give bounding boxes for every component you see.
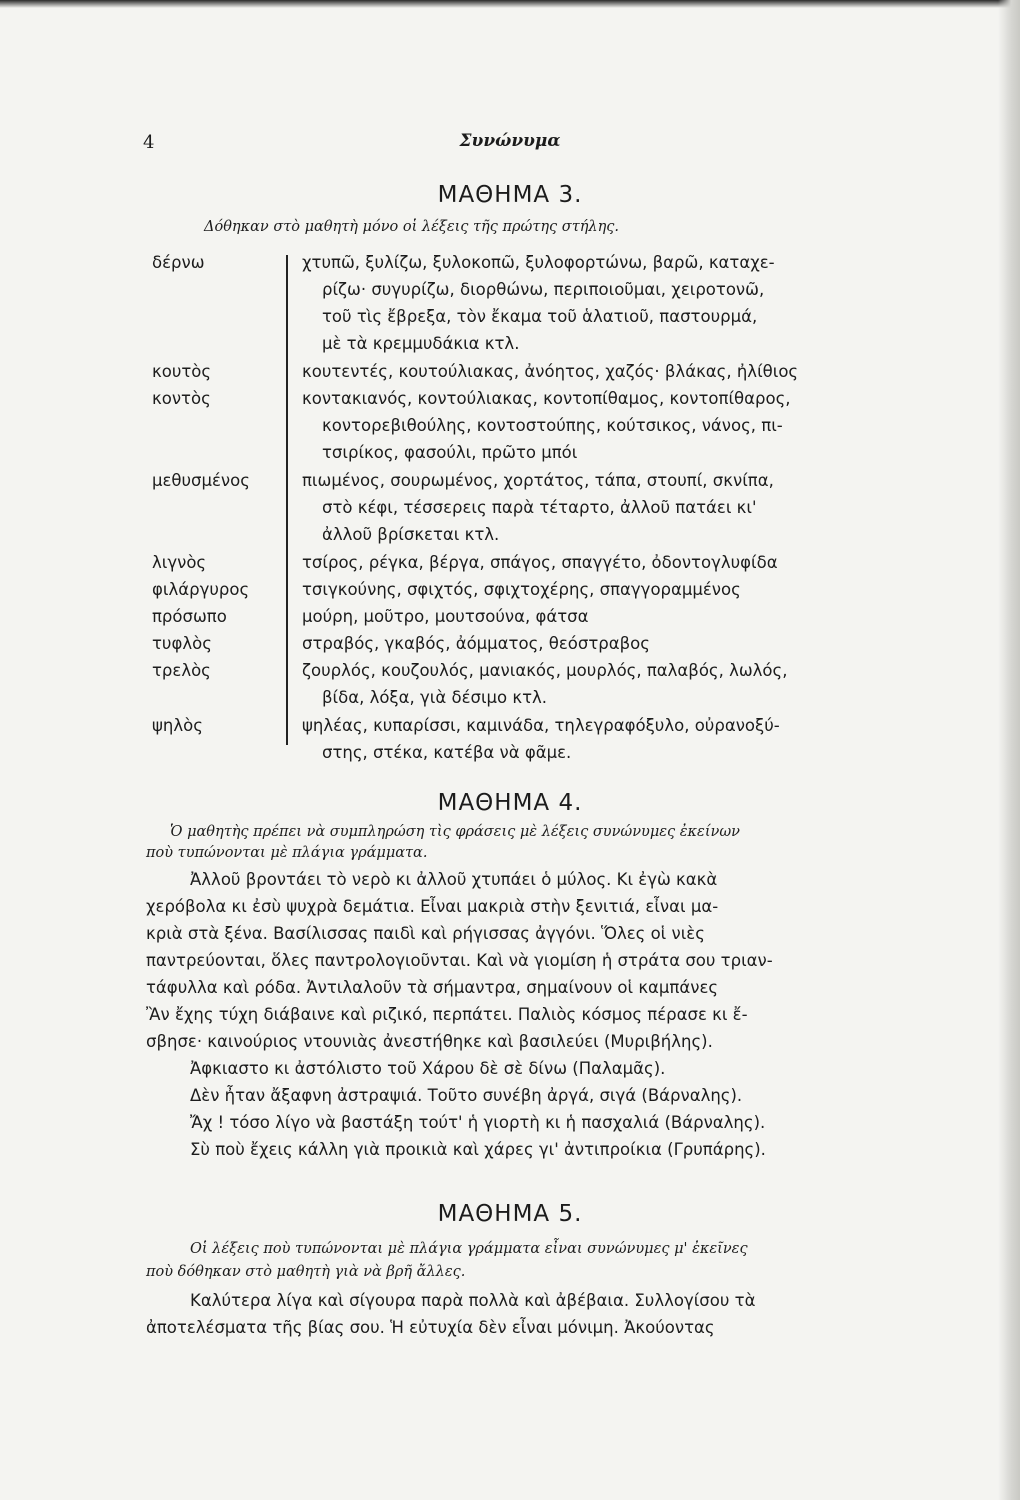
lesson-4-paragraph-line: Ἂν ἔχης τύχη διάβαινε καὶ ριζικό, περπάτει. Παλιὸς κόσμος πέρασε κι ἔ-: [146, 1005, 748, 1024]
lesson-5-instruction-line: Οἱ λέξεις ποὺ τυπώνονται μὲ πλάγια γράμματα εἶναι συνώνυμες μ' ἐκεῖνες: [190, 1241, 748, 1257]
lesson-4-paragraph-line: κριὰ στὰ ξένα. Βασίλισσας παιδὶ καὶ ρήγισσας ἀγγόνι. Ὅλες οἱ νιὲς: [146, 924, 705, 943]
synonym-line: χτυπῶ, ξυλίζω, ξυλοκοπῶ, ξυλοφορτώνω, βαρῶ, καταχε-: [302, 253, 775, 272]
synonym-line: στὸ κέφι, τέσσερεις παρὰ τέταρτο, ἀλλοῦ πατάει κι': [322, 498, 757, 517]
synonym-line: πιωμένος, σουρωμένος, χορτάτος, τάπα, στουπί, σκνίπα,: [302, 471, 774, 490]
term: ψηλὸς: [152, 716, 203, 735]
synonym-line: τσίρος, ρέγκα, βέργα, σπάγος, σπαγγέτο, ὀδοντογλυφίδα: [302, 553, 778, 572]
scan-right-edge: [998, 0, 1020, 1500]
term: τυφλὸς: [152, 634, 212, 653]
lesson-4-title: ΜΑΘΗΜΑ 4.: [437, 790, 583, 816]
lesson-3-instruction: Δόθηκαν στὸ μαθητὴ μόνο οἱ λέξεις τῆς πρώτης στήλης.: [204, 219, 620, 235]
lesson-4-quote: Δὲν ἦταν ἄξαφνη ἀστραψιά. Τοῦτο συνέβη ἀργά, σιγά (Βάρναλης).: [190, 1086, 743, 1105]
synonym-line: κουτεντές, κουτούλιακας, ἀνόητος, χαζός· βλάκας, ἠλίθιος: [302, 362, 799, 381]
synonym-line: μούρη, μοῦτρο, μουτσούνα, φάτσα: [302, 607, 589, 626]
lesson-3-title: ΜΑΘΗΜΑ 3.: [437, 182, 583, 208]
synonym-line: στραβός, γκαβός, ἀόμματος, θεόστραβος: [302, 634, 650, 653]
synonym-line: τσιρίκος, φασούλι, πρῶτο μπόι: [322, 443, 578, 462]
column-divider: [286, 255, 288, 745]
lesson-4-quote: Ἀφκιαστο κι ἀστόλιστο τοῦ Χάρου δὲ σὲ δίνω (Παλαμᾶς).: [190, 1059, 666, 1078]
lesson-5-instruction-line: ποὺ δόθηκαν στὸ μαθητὴ γιὰ νὰ βρῆ ἄλλες.: [146, 1264, 466, 1280]
term: κουτὸς: [152, 362, 212, 381]
lesson-4-paragraph-line: τάφυλλα καὶ ρόδα. Ἀντιλαλοῦν τὰ σήμαντρα, σημαίνουν οἱ καμπάνες: [146, 978, 719, 997]
term: τρελὸς: [152, 661, 211, 680]
lesson-5-paragraph-line: Καλύτερα λίγα καὶ σίγουρα παρὰ πολλὰ καὶ ἀβέβαια. Συλλογίσου τὰ: [190, 1291, 756, 1310]
term: κοντὸς: [152, 389, 211, 408]
lesson-4-paragraph-line: χερόβολα κι ἐσὺ ψυχρὰ δεμάτια. Εἶναι μακριὰ στὴν ξενιτιά, εἶναι μα-: [146, 897, 719, 916]
lesson-4-paragraph-line: σβησε· καινούριος ντουνιὰς ἀνεστήθηκε καὶ βασιλεύει (Μυριβήλης).: [146, 1032, 713, 1051]
synonym-line: ἀλλοῦ βρίσκεται κτλ.: [322, 525, 500, 544]
synonym-line: ρίζω· συγυρίζω, διορθώνω, περιποιοῦμαι, χειροτονῶ,: [322, 280, 765, 299]
lesson-4-quote: Σὺ ποὺ ἔχεις κάλλη γιὰ προικιὰ καὶ χάρες γι' ἀντιπροίκια (Γρυπάρης).: [190, 1140, 766, 1159]
synonym-line: τσιγκούνης, σφιχτός, σφιχτοχέρης, σπαγγοραμμένος: [302, 580, 741, 599]
synonym-line: κοντορεβιθούλης, κοντοστούπης, κούτσικος, νάνος, πι-: [322, 416, 783, 435]
lesson-4-instruction-line: Ὁ μαθητὴς πρέπει νὰ συμπληρώση τὶς φράσεις μὲ λέξεις συνώνυμες ἐκείνων: [170, 824, 740, 840]
running-title: Συνώνυμα: [459, 131, 561, 151]
lesson-5-paragraph-line: ἀποτελέσματα τῆς βίας σου. Ἡ εὐτυχία δὲν εἶναι μόνιμη. Ἀκούοντας: [146, 1318, 715, 1337]
synonym-line: στης, στέκα, κατέβα νὰ φᾶμε.: [322, 743, 572, 762]
lesson-4-instruction-line: ποὺ τυπώνονται μὲ πλάγια γράμματα.: [146, 845, 428, 861]
synonym-line: ψηλέας, κυπαρίσσι, καμινάδα, τηλεγραφόξυλο, οὐρανοξύ-: [302, 716, 780, 735]
term: μεθυσμένος: [152, 471, 250, 490]
term: πρόσωπο: [152, 607, 227, 626]
lesson-4-quote: Ἄχ ! τόσο λίγο νὰ βαστάξη τούτ' ἡ γιορτὴ κι ἡ πασχαλιά (Βάρναλης).: [190, 1113, 766, 1132]
synonym-line: τοῦ τὶς ἔβρεξα, τὸν ἔκαμα τοῦ ἁλατιοῦ, παστουρμά,: [322, 307, 758, 326]
scan-top-edge: [0, 0, 1020, 8]
synonym-line: κοντακιανός, κοντούλιακας, κοντοπίθαμος, κοντοπίθαρος,: [302, 389, 791, 408]
synonym-line: μὲ τὰ κρεμμυδάκια κτλ.: [322, 334, 520, 353]
page-number: 4: [143, 132, 155, 153]
term: φιλάργυρος: [152, 580, 250, 599]
term: λιγνὸς: [152, 553, 207, 572]
lesson-5-title: ΜΑΘΗΜΑ 5.: [437, 1201, 583, 1227]
lesson-4-paragraph-line: παντρεύονται, ὅλες παντρολογιοῦνται. Καὶ νὰ γιομίση ἡ στράτα σου τριαν-: [146, 951, 773, 970]
synonym-line: ζουρλός, κουζουλός, μανιακός, μουρλός, παλαβός, λωλός,: [302, 661, 788, 680]
term: δέρνω: [152, 253, 205, 272]
lesson-4-paragraph-line: Ἀλλοῦ βροντάει τὸ νερὸ κι ἀλλοῦ χτυπάει ὁ μύλος. Κι ἐγὼ κακὰ: [190, 870, 718, 889]
synonym-line: βίδα, λόξα, γιὰ δέσιμο κτλ.: [322, 688, 548, 707]
